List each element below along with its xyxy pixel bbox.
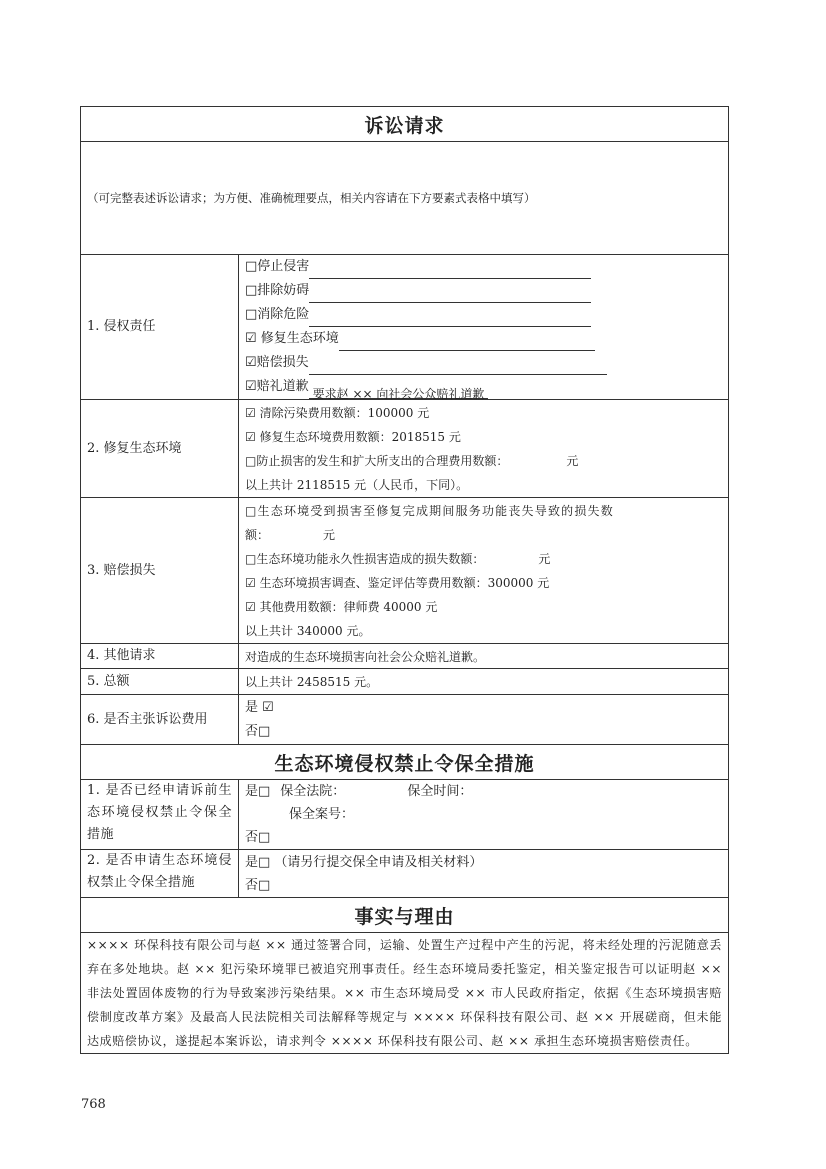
other-claims-value: 对造成的生态环境损害向社会公众赔礼道歉。 <box>239 644 729 669</box>
row-pre-litigation-preservation <box>81 780 729 850</box>
label-compensation: 3. 赔偿损失 <box>81 498 239 644</box>
blank-line <box>309 310 591 327</box>
apology-fill: 要求赵 ×× 向社会公众赔礼道歉 <box>309 382 489 399</box>
row-other-claims <box>81 644 729 669</box>
compensation-total: 以上共计 340000 元。 <box>245 623 371 638</box>
checkbox-icon: □ <box>245 259 258 274</box>
compensation-items <box>239 498 729 644</box>
section-title-claims: 诉讼请求 <box>81 107 729 142</box>
preservation-time-label: 保全时间： <box>407 784 473 799</box>
permanent-loss-line: □生态环境功能永久性损害造成的损失数额： 元 <box>245 551 551 566</box>
checked-box-icon: ☑ <box>245 355 257 370</box>
blank-line <box>309 286 591 303</box>
other-cost-line: ☑ 其他费用数额：律师费 40000 元 <box>245 599 438 614</box>
label-apply-preservation: 2. 是否申请生态环境侵权禁止令保全措施 <box>81 850 239 898</box>
litigation-costs-no[interactable]: 否□ <box>245 723 271 739</box>
apply-preservation-no[interactable]: 否□ <box>245 877 271 893</box>
service-loss-line: □生态环境受到损害至修复完成期间服务功能丧失导致的损失数 <box>245 503 614 518</box>
option-apology[interactable]: ☑赔礼道歉 要求赵 ×× 向社会公众赔礼道歉 <box>245 375 722 399</box>
row-apply-preservation <box>81 850 729 898</box>
restoration-cost-line: ☑ 修复生态环境费用数额：2018515 元 <box>245 429 461 444</box>
litigation-costs-yes[interactable]: 是 ☑ <box>245 699 274 715</box>
apply-preservation-yes[interactable]: 是□ （请另行提交保全申请及相关材料） <box>245 854 483 870</box>
litigation-costs-options <box>239 695 729 745</box>
facts-body-row <box>81 933 729 1054</box>
cleanup-cost-line: ☑ 清除污染费用数额：100000 元 <box>245 405 430 420</box>
facts-and-reasons-text: ×××× 环保科技有限公司与赵 ×× 通过签署合同，运输、处置生产过程中产生的污泥，将未经处理的污泥随意丢弃在多处地块。赵 ×× 犯污染环境罪已被追究刑事责任。经生态环境局委托鉴定，相关鉴定报告可以证明赵 ×× 非法处置固体废物的行为导致案涉污染结果。×× 市生态环境局受 ×× 市人民政府指定，依据《生态环境损害赔偿制度改革方案》及最高人民法院相关司法解释等规定与 ×××× 环保科技有限公司、赵 ×× 开展磋商，但未能达成赔偿协议，遂提起本案诉讼，请求判令 ×××× 环保科技有限公司、赵 ×× 承担生态环境损害赔偿责任。 <box>81 933 729 1054</box>
total-value: 以上共计 2458515 元。 <box>239 669 729 695</box>
label-pre-litigation-preservation: 1. 是否已经申请诉前生态环境侵权禁止令保全措施 <box>81 780 239 850</box>
liability-options <box>239 255 729 400</box>
option-remove-obstruction[interactable]: □排除妨碍 <box>245 279 722 303</box>
label-litigation-costs: 6. 是否主张诉讼费用 <box>81 695 239 745</box>
apply-preservation-options <box>239 850 729 898</box>
label-environment-restoration: 2. 修复生态环境 <box>81 400 239 498</box>
prevention-cost-line: □防止损害的发生和扩大所支出的合理费用数额： 元 <box>245 453 579 468</box>
row-litigation-costs <box>81 695 729 745</box>
service-loss-amount: 额： 元 <box>245 527 336 542</box>
preservation-court-label: 保全法院： <box>280 784 346 799</box>
option-eliminate-danger[interactable]: □消除危险 <box>245 303 722 327</box>
preservation-no[interactable]: 否□ <box>245 830 271 845</box>
complaint-form-table <box>80 106 729 1054</box>
section-title-facts: 事实与理由 <box>81 898 729 933</box>
row-compensation <box>81 498 729 644</box>
section-title-preservation: 生态环境侵权禁止令保全措施 <box>81 745 729 780</box>
row-total <box>81 669 729 695</box>
preservation-case-number-label: 保全案号： <box>289 807 355 822</box>
preservation-title-row <box>81 745 729 780</box>
claims-intro-row <box>81 142 729 255</box>
label-other-claims: 4. 其他请求 <box>81 644 239 669</box>
claims-intro-text: （可完整表述诉讼请求；为方便、准确梳理要点，相关内容请在下方要素式表格中填写） <box>81 142 729 255</box>
option-stop-infringement[interactable]: □停止侵害 <box>245 255 722 279</box>
preservation-yes[interactable]: 是□ <box>245 784 271 799</box>
checkbox-icon: □ <box>245 283 258 298</box>
restoration-costs <box>239 400 729 498</box>
blank-line <box>339 334 595 351</box>
restoration-total: 以上共计 2118515 元（人民币，下同）。 <box>245 477 469 492</box>
blank-line <box>309 262 591 279</box>
label-total: 5. 总额 <box>81 669 239 695</box>
option-restore-environment[interactable]: ☑ 修复生态环境 <box>245 327 722 351</box>
pre-litigation-preservation-options <box>239 780 729 850</box>
checkbox-icon: □ <box>245 307 258 322</box>
page-number: 768 <box>81 1097 106 1112</box>
claims-title-row <box>81 107 729 142</box>
row-environment-restoration <box>81 400 729 498</box>
label-infringement-liability: 1. 侵权责任 <box>81 255 239 400</box>
checked-box-icon: ☑ <box>245 331 261 346</box>
option-compensate-loss[interactable]: ☑赔偿损失 <box>245 351 722 375</box>
facts-title-row <box>81 898 729 933</box>
assessment-cost-line: ☑ 生态环境损害调查、鉴定评估等费用数额：300000 元 <box>245 575 550 590</box>
blank-line <box>309 358 607 375</box>
row-infringement-liability <box>81 255 729 400</box>
checked-box-icon: ☑ <box>245 379 257 394</box>
